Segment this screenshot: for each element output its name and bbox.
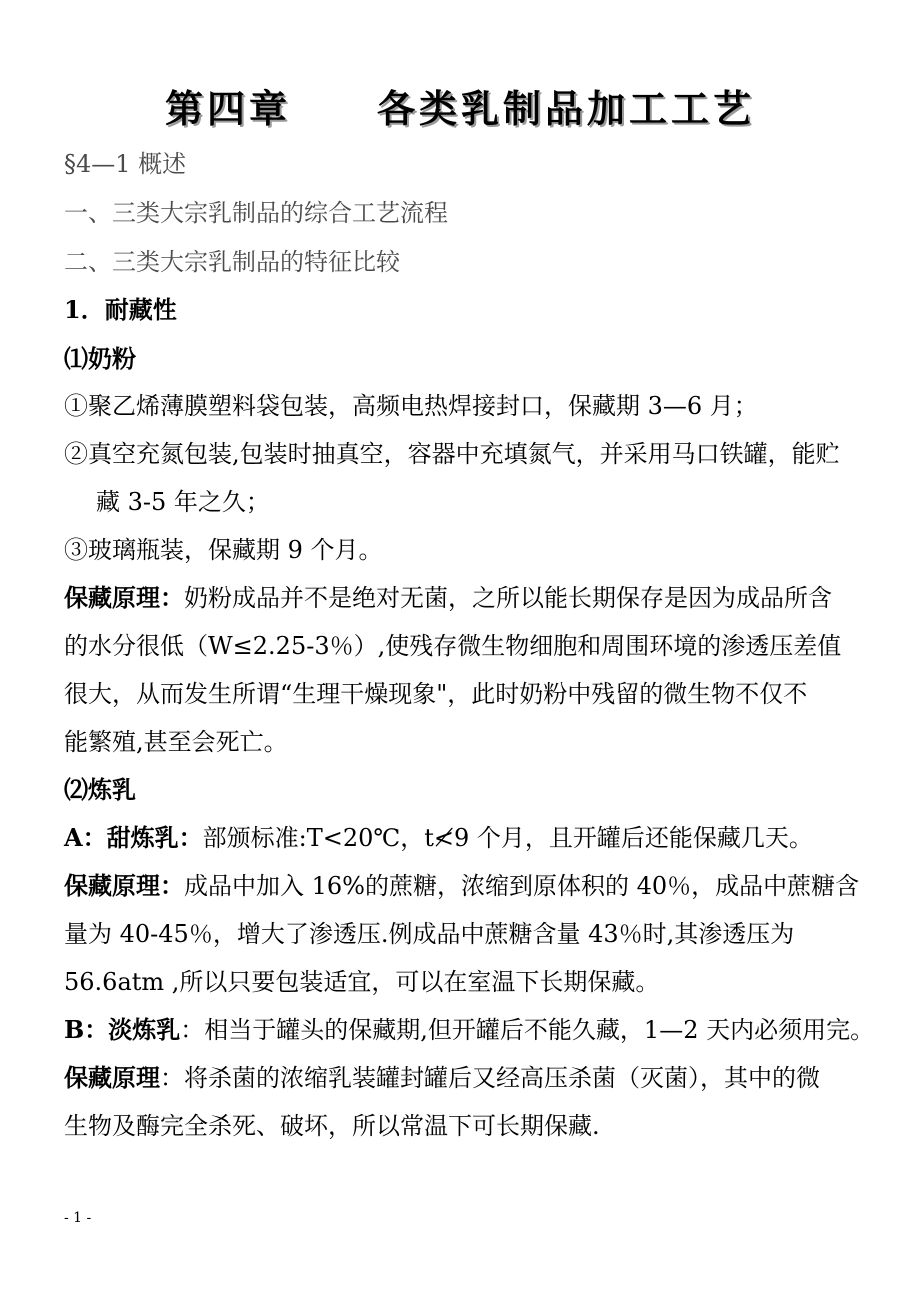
condensed-milk-heading: ⑵炼乳: [64, 775, 136, 804]
milk-powder-item-3: ③玻璃瓶装，保藏期 9 个月。: [64, 536, 383, 564]
evap-principle-label: 保藏原理: [64, 1063, 160, 1092]
milk-powder-item-2: ②真空充氮包装,包装时抽真空，容器中充填氮气，并采用马口铁罐，能贮: [64, 440, 840, 468]
evap-text: ：相当于罐头的保藏期,但开罐后不能久藏，1—2 天内必须用完。: [180, 1016, 875, 1044]
sweet-principle-line-2: 量为 40-45％，增大了渗透压.例成品中蔗糖含量 43％时,其渗透压为: [64, 920, 795, 948]
sweet-text: 部颁标准:T<20℃，t≮9 个月，且开罐后还能保藏几天。: [202, 824, 813, 852]
sweet-label: A：甜炼乳：: [64, 823, 203, 852]
outline-item-1: 一、三类大宗乳制品的综合工艺流程: [64, 199, 448, 227]
chapter-name: 各类乳制品加工工艺: [377, 86, 756, 131]
milk-powder-principle-line-4: 能繁殖,甚至会死亡。: [64, 728, 288, 756]
chapter-number: 第四章: [164, 86, 291, 131]
principle-text: 奶粉成品并不是绝对无菌，之所以能长期保存是因为成品所含: [184, 584, 832, 612]
milk-powder-item-2-cont: 藏 3-5 年之久；: [96, 488, 270, 516]
evap-label: B：淡炼乳: [64, 1015, 181, 1044]
milk-powder-principle-line-3: 很大，从而发生所谓“生理干燥现象"，此时奶粉中残留的微生物不仅不: [64, 680, 808, 708]
outline-item-2: 二、三类大宗乳制品的特征比较: [64, 248, 400, 276]
evap-principle: [64, 1064, 820, 1093]
topic-heading: 1．耐藏性: [64, 295, 177, 324]
evap-principle-line-2: 生物及酶完全杀死、破坏，所以常温下可长期保藏.: [64, 1112, 600, 1140]
sweet-principle-label: 保藏原理：: [64, 871, 184, 900]
sweet-condensed-milk: [64, 824, 813, 853]
evap-principle-text: ：将杀菌的浓缩乳装罐封罐后又经高压杀菌（灭菌），其中的微: [160, 1064, 820, 1092]
sweet-principle: [64, 872, 859, 901]
milk-powder-item-1: ①聚乙烯薄膜塑料袋包装，高频电热焊接封口，保藏期 3—6 月；: [64, 392, 758, 420]
milk-powder-heading: ⑴奶粉: [64, 344, 136, 373]
principle-label: 保藏原理：: [64, 583, 184, 612]
evaporated-milk: [64, 1016, 874, 1045]
milk-powder-principle: [64, 584, 832, 613]
sweet-principle-text: 成品中加入 16%的蔗糖，浓缩到原体积的 40％，成品中蔗糖含: [184, 872, 860, 900]
page-number: - 1 -: [64, 1210, 92, 1226]
section-heading: §4—1 概述: [64, 150, 187, 178]
chapter-title: [0, 78, 920, 133]
sweet-principle-line-3: 56.6atm ,所以只要包装适宜，可以在室温下长期保藏。: [64, 968, 660, 996]
milk-powder-principle-line-2: 的水分很低（W≤2.25-3％）,使残存微生物细胞和周围环境的渗透压差值: [64, 632, 842, 660]
